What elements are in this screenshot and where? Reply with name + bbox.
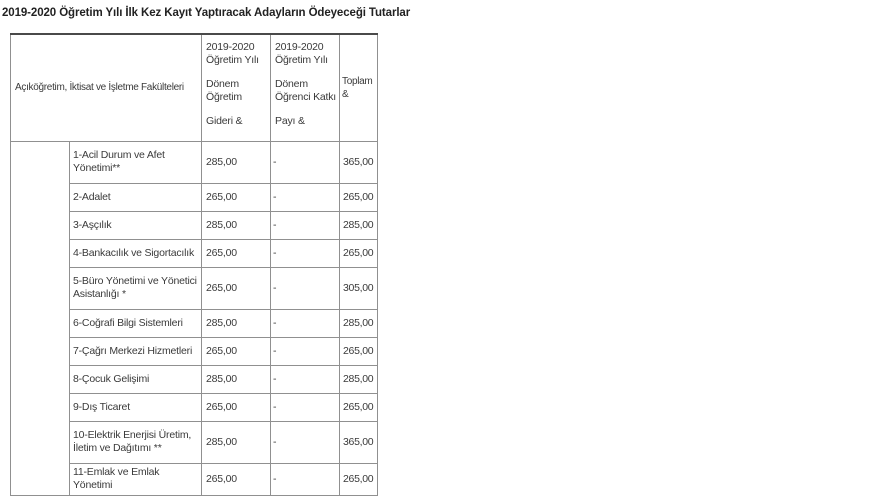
program-cell: 4-Bankacılık ve Sigortacılık bbox=[70, 239, 202, 267]
tuition-fee-cell: 265,00 bbox=[202, 337, 271, 365]
tuition-fee-cell: 265,00 bbox=[202, 239, 271, 267]
contribution-cell: - bbox=[271, 267, 340, 309]
program-cell: 1-Acil Durum ve Afet Yönetimi** bbox=[70, 141, 202, 183]
header-contribution-line-2: Dönem Öğrenci Katkı bbox=[275, 78, 337, 103]
header-total-column: Toplam & bbox=[340, 34, 378, 141]
program-cell: 7-Çağrı Merkezi Hizmetleri bbox=[70, 337, 202, 365]
program-cell: 8-Çocuk Gelişimi bbox=[70, 365, 202, 393]
contribution-cell: - bbox=[271, 239, 340, 267]
tuition-fee-cell: 285,00 bbox=[202, 211, 271, 239]
total-cell: 365,00 bbox=[340, 421, 378, 463]
program-cell: 2-Adalet bbox=[70, 183, 202, 211]
row-group-spacer-cell bbox=[11, 141, 70, 495]
header-tuition-line-1: 2019-2020 Öğretim Yılı bbox=[206, 41, 259, 66]
contribution-cell: - bbox=[271, 309, 340, 337]
program-cell: 3-Aşçılık bbox=[70, 211, 202, 239]
header-row bbox=[11, 34, 378, 141]
contribution-cell: - bbox=[271, 337, 340, 365]
contribution-cell: - bbox=[271, 393, 340, 421]
contribution-cell: - bbox=[271, 365, 340, 393]
tuition-fee-cell: 265,00 bbox=[202, 183, 271, 211]
total-cell: 265,00 bbox=[340, 183, 378, 211]
contribution-cell: - bbox=[271, 463, 340, 495]
contribution-cell: - bbox=[271, 211, 340, 239]
program-cell: 6-Coğrafi Bilgi Sistemleri bbox=[70, 309, 202, 337]
total-cell: 285,00 bbox=[340, 309, 378, 337]
total-cell: 285,00 bbox=[340, 365, 378, 393]
total-cell: 305,00 bbox=[340, 267, 378, 309]
header-tuition-line-2: Dönem Öğretim bbox=[206, 78, 242, 103]
page-title: 2019-2020 Öğretim Yılı İlk Kez Kayıt Yaptıracak Adayların Ödeyeceği Tutarlar bbox=[2, 7, 411, 19]
tuition-fee-cell: 265,00 bbox=[202, 267, 271, 309]
total-cell: 265,00 bbox=[340, 393, 378, 421]
table-row bbox=[11, 141, 378, 183]
program-cell: 9-Dış Ticaret bbox=[70, 393, 202, 421]
header-faculty-group: Açıköğretim, İktisat ve İşletme Fakülteleri bbox=[11, 34, 202, 141]
tuition-fee-cell: 285,00 bbox=[202, 141, 271, 183]
total-cell: 265,00 bbox=[340, 337, 378, 365]
program-cell: 11-Emlak ve Emlak Yönetimi bbox=[70, 463, 202, 495]
fees-table bbox=[10, 33, 378, 496]
contribution-cell: - bbox=[271, 141, 340, 183]
header-tuition-line-3: Gideri & bbox=[206, 115, 243, 127]
tuition-fee-cell: 265,00 bbox=[202, 463, 271, 495]
table-body bbox=[11, 141, 378, 495]
header-contribution-line-3: Payı & bbox=[275, 115, 305, 127]
tuition-fee-cell: 285,00 bbox=[202, 309, 271, 337]
program-cell: 10-Elektrik Enerjisi Üretim, İletim ve Dağıtımı ** bbox=[70, 421, 202, 463]
contribution-cell: - bbox=[271, 421, 340, 463]
total-cell: 365,00 bbox=[340, 141, 378, 183]
total-cell: 285,00 bbox=[340, 211, 378, 239]
contribution-cell: - bbox=[271, 183, 340, 211]
header-contribution-column bbox=[271, 34, 340, 141]
header-contribution-line-1: 2019-2020 Öğretim Yılı bbox=[275, 41, 328, 66]
total-cell: 265,00 bbox=[340, 239, 378, 267]
program-cell: 5-Büro Yönetimi ve Yönetici Asistanlığı * bbox=[70, 267, 202, 309]
tuition-fee-cell: 285,00 bbox=[202, 421, 271, 463]
header-tuition-column bbox=[202, 34, 271, 141]
tuition-fee-cell: 265,00 bbox=[202, 393, 271, 421]
tuition-fee-cell: 285,00 bbox=[202, 365, 271, 393]
total-cell: 265,00 bbox=[340, 463, 378, 495]
